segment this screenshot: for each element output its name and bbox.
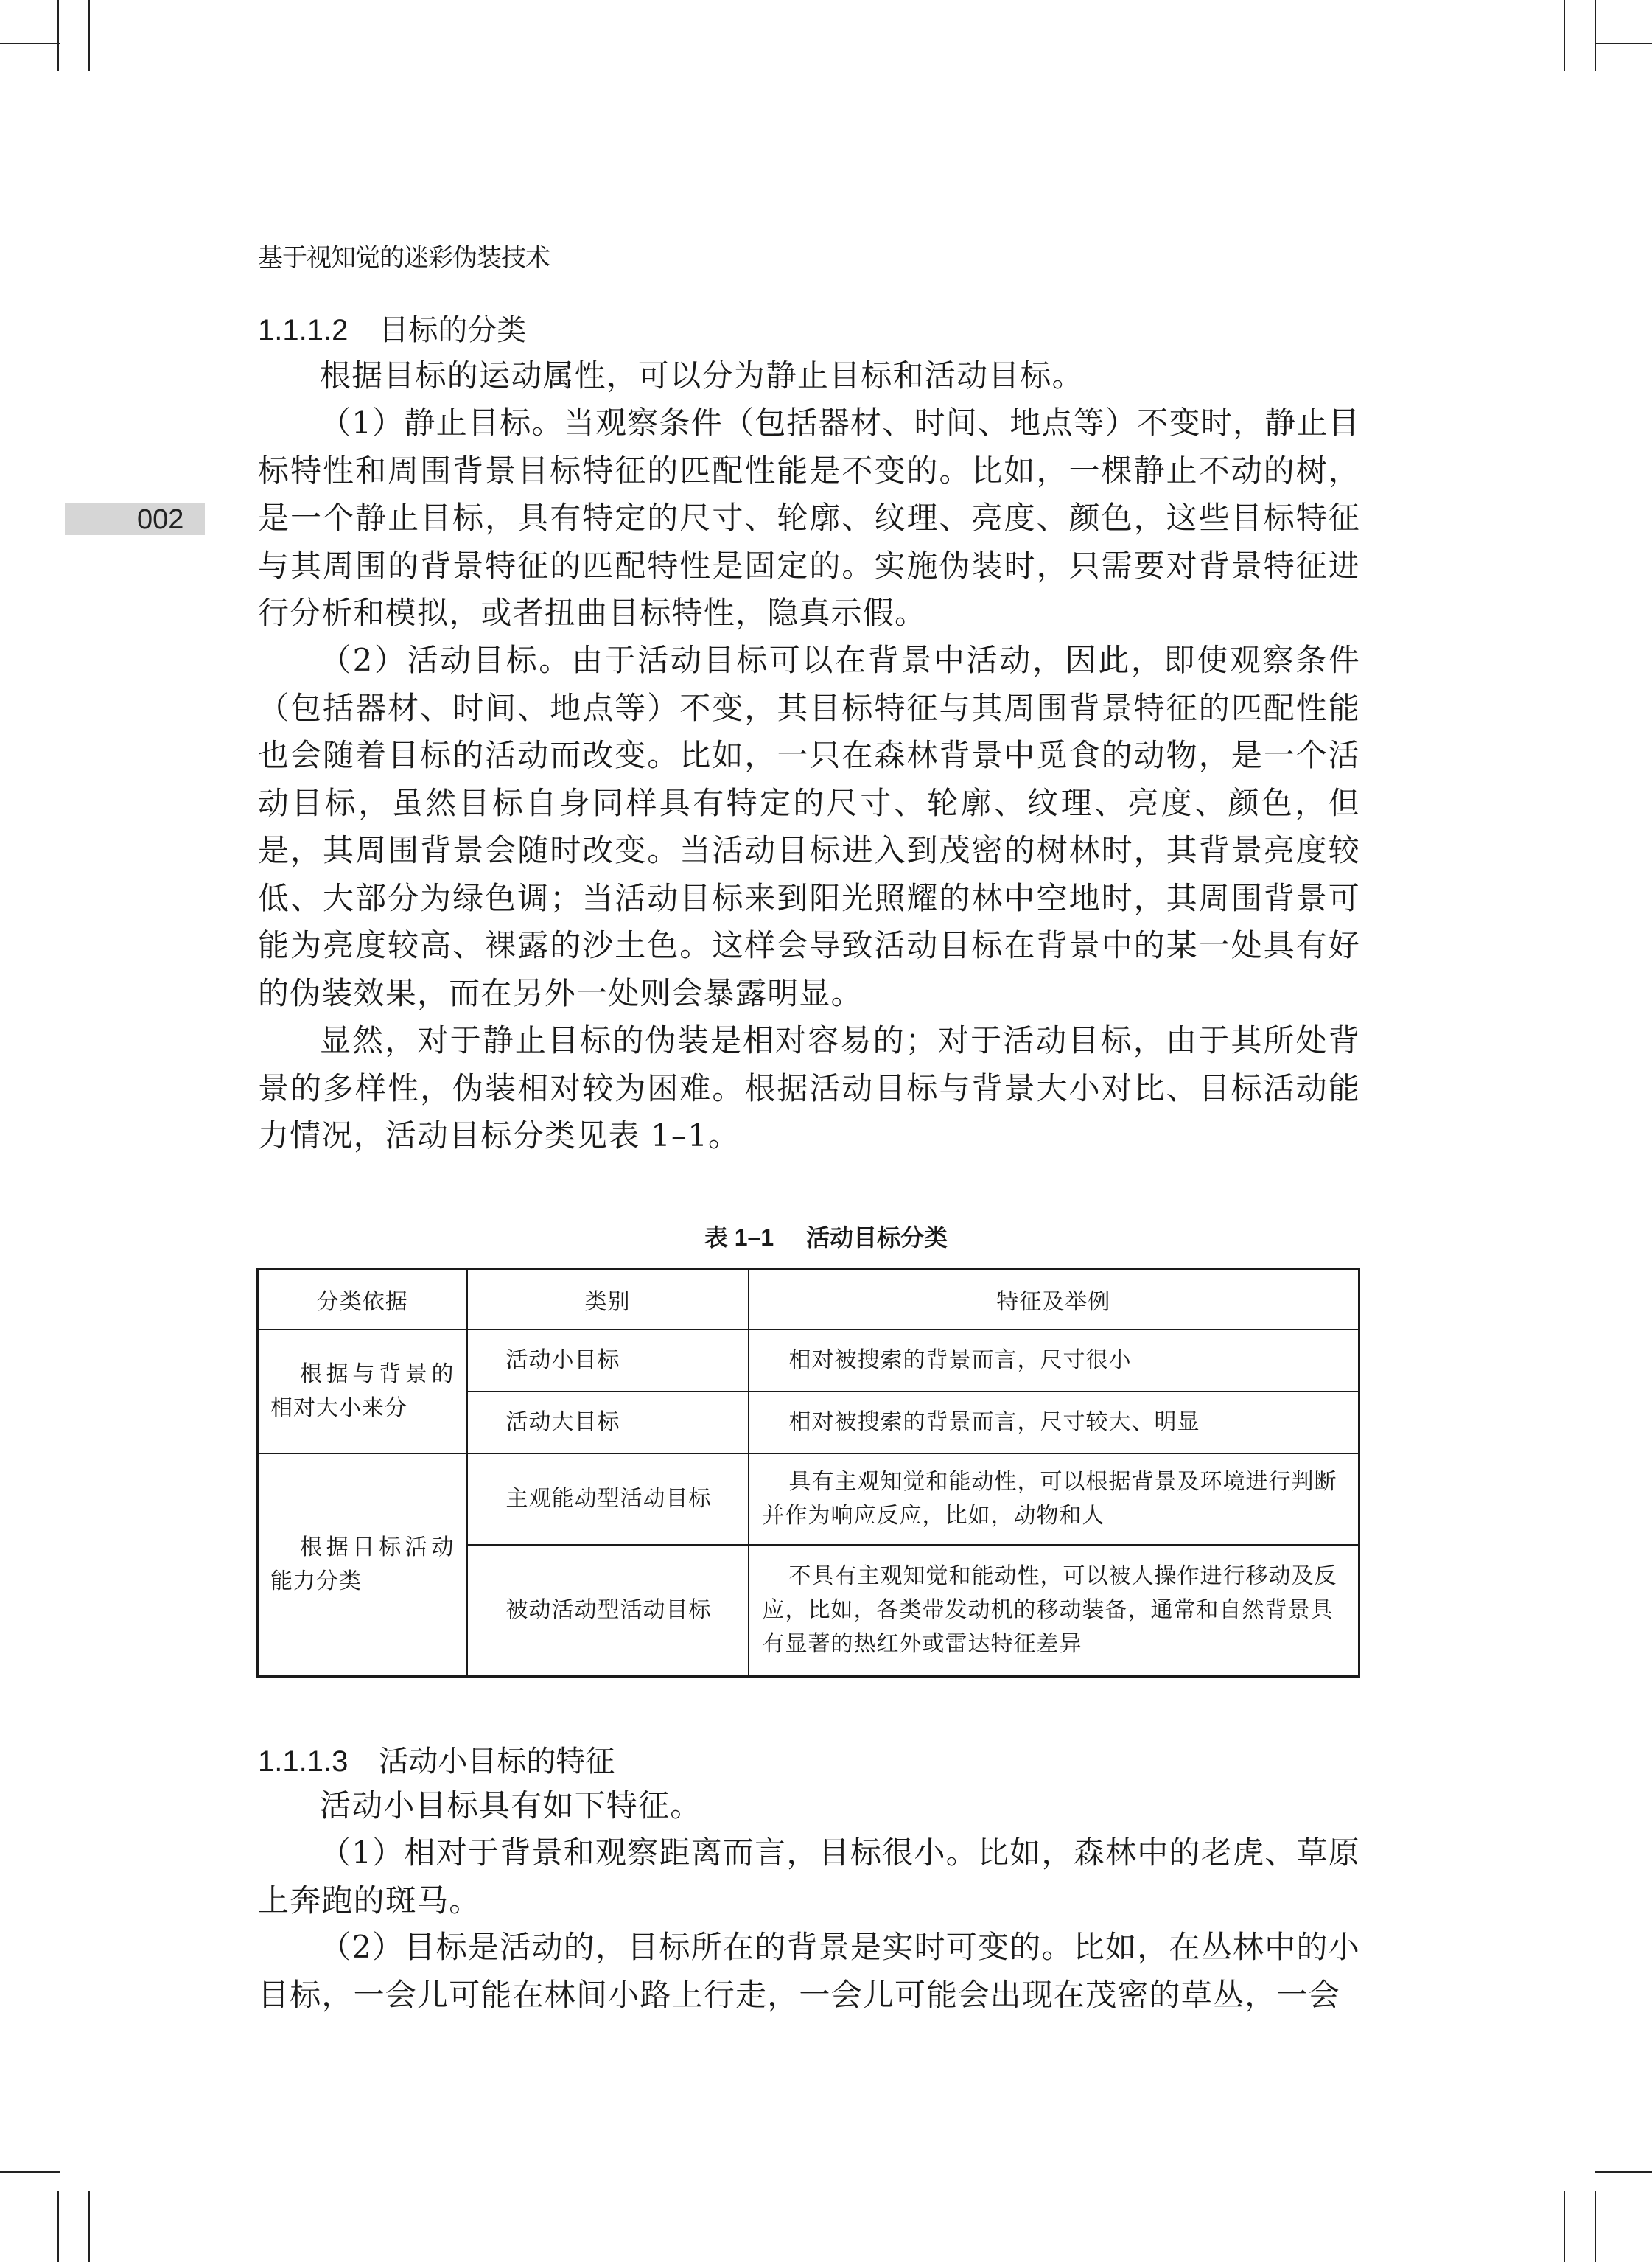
paragraph: （1）相对于背景和观察距离而言，目标很小。比如，森林中的老虎、草原上奔跑的斑马。 xyxy=(258,1835,1360,1919)
crop-mark xyxy=(1595,2171,1652,2173)
running-header: 基于视知觉的迷彩伪装技术 xyxy=(258,244,550,272)
crop-mark xyxy=(1564,2191,1565,2262)
paragraph: （1）静止目标。当观察条件（包括器材、时间、地点等）不变时，静止目标特性和周围背景目标特征的匹配性能是不变的。比如，一棵静止不动的树，是一个静止目标，具有特定的尺寸、轮廓、纹理、亮度、颜色，这些目标特征与其周围的背景特征的匹配特性是固定的。实施伪装时，只需要对背景特征进行分析和模拟，或者扭曲目标特性，隐真示假。 xyxy=(258,405,1360,631)
page-number: 002 xyxy=(137,504,184,535)
section-number: 1.1.1.3 xyxy=(258,1745,349,1778)
crop-mark xyxy=(1595,0,1596,71)
table-caption-number: 表 1–1 xyxy=(704,1224,774,1251)
table-feature-cell: 具有主观知觉和能动性，可以根据背景及环境进行判断并作为响应反应，比如，动物和人 xyxy=(749,1453,1359,1545)
table-header-cell: 分类依据 xyxy=(258,1269,467,1330)
crop-mark xyxy=(57,0,59,71)
crop-mark xyxy=(1564,0,1565,71)
table-header-cell: 类别 xyxy=(467,1269,749,1330)
table-feature-cell: 相对被搜索的背景而言，尺寸较大、明显 xyxy=(749,1392,1359,1453)
crop-mark xyxy=(1595,43,1652,44)
section-heading xyxy=(258,307,526,349)
crop-mark xyxy=(0,2171,60,2173)
table-basis-cell: 根据与背景的相对大小来分 xyxy=(258,1330,467,1453)
table-header-row xyxy=(258,1269,1359,1330)
section-number: 1.1.1.2 xyxy=(258,314,349,346)
paragraph: 根据目标的运动属性，可以分为静止目标和活动目标。 xyxy=(320,357,1084,394)
table-header-cell: 特征及举例 xyxy=(749,1269,1359,1330)
crop-mark xyxy=(1595,2191,1596,2262)
section-title: 目标的分类 xyxy=(379,314,527,346)
crop-mark xyxy=(57,2191,59,2262)
crop-mark xyxy=(0,43,60,44)
crop-mark xyxy=(88,0,90,71)
classification-table xyxy=(256,1268,1360,1678)
table-category-cell: 被动活动型活动目标 xyxy=(467,1545,749,1676)
section-heading xyxy=(258,1738,615,1780)
table-feature-cell: 相对被搜索的背景而言，尺寸很小 xyxy=(749,1330,1359,1392)
page-number-tab xyxy=(65,503,205,535)
table-caption xyxy=(0,1219,1652,1253)
paragraph: （2）活动目标。由于活动目标可以在背景中活动，因此，即使观察条件（包括器材、时间、地点等）不变，其目标特征与其周围背景特征的匹配性能也会随着目标的活动而改变。比如，一只在森林背景中觅食的动物，是一个活动目标，虽然目标自身同样具有特定的尺寸、轮廓、纹理、亮度、颜色，但是，其周围背景会随时改变。当活动目标进入到茂密的树林时，其背景亮度较低、大部分为绿色调；当活动目标来到阳光照耀的林中空地时，其周围背景可能为亮度较高、裸露的沙土色。这样会导致活动目标在背景中的某一处具有好的伪装效果，而在另外一处则会暴露明显。 xyxy=(258,642,1360,1011)
paragraph: 显然，对于静止目标的伪装是相对容易的；对于活动目标，由于其所处背景的多样性，伪装相对较为困难。根据活动目标与背景大小对比、目标活动能力情况，活动目标分类见表 1–1。 xyxy=(258,1022,1360,1153)
table-category-cell: 主观能动型活动目标 xyxy=(467,1453,749,1545)
table-caption-title: 活动目标分类 xyxy=(806,1224,948,1251)
section-title: 活动小目标的特征 xyxy=(379,1745,615,1778)
paragraph: 活动小目标具有如下特征。 xyxy=(320,1787,702,1823)
table-basis-cell: 根据目标活动能力分类 xyxy=(258,1453,467,1676)
table-row xyxy=(258,1330,1359,1392)
table-feature-cell: 不具有主观知觉和能动性，可以被人操作进行移动及反应，比如，各类带发动机的移动装备，通常和自然背景具有显著的热红外或雷达特征差异 xyxy=(749,1545,1359,1676)
paragraph: （2）目标是活动的，目标所在的背景是实时可变的。比如，在丛林中的小目标，一会儿可能在林间小路上行走，一会儿可能会出现在茂密的草丛，一会 xyxy=(258,1929,1360,2013)
table-row xyxy=(258,1453,1359,1545)
table-category-cell: 活动大目标 xyxy=(467,1392,749,1453)
crop-mark xyxy=(88,2191,90,2262)
table-category-cell: 活动小目标 xyxy=(467,1330,749,1392)
